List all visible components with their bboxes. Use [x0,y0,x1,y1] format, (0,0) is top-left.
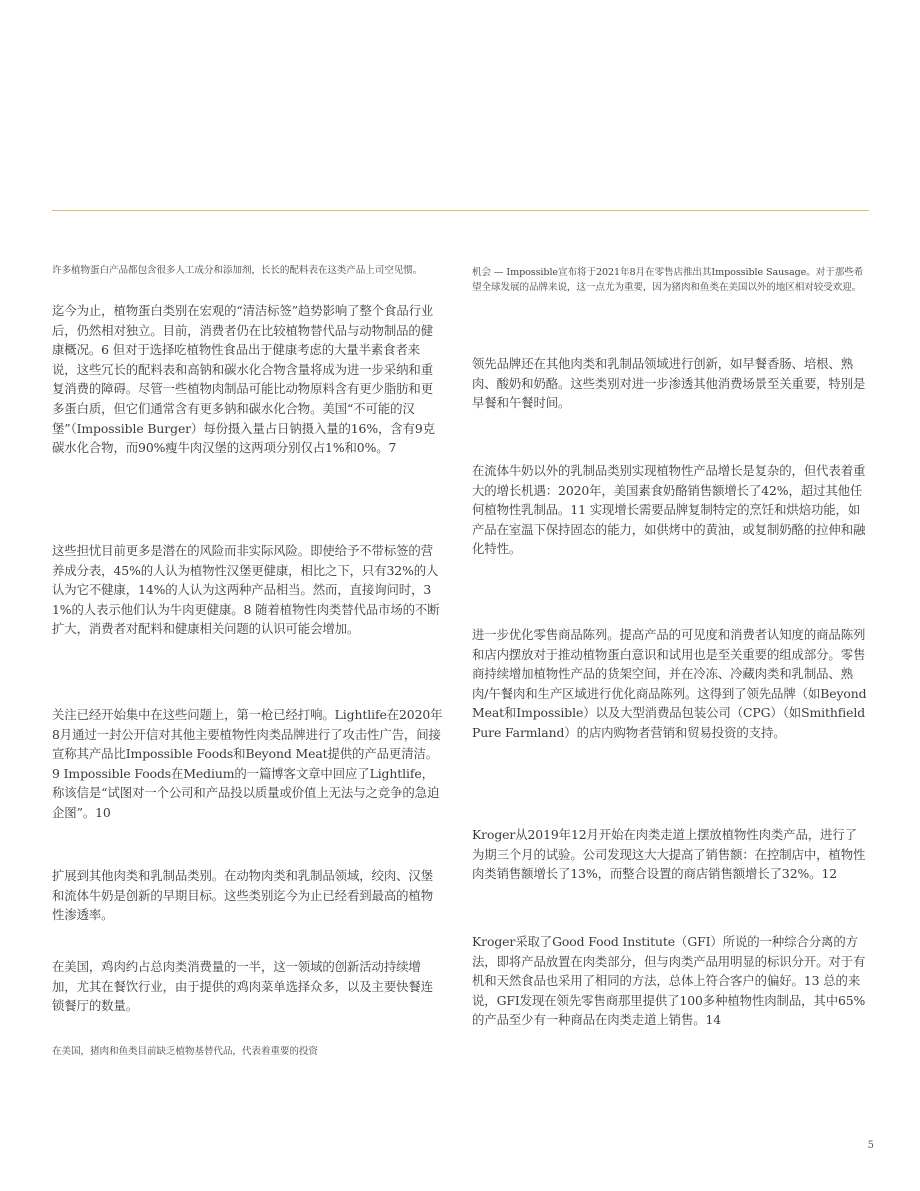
paragraph-lightlife-letter: 关注已经开始集中在这些问题上，第一枪已经打响。Lightlife在2020年8月通过一封公开信对其他主要植物性肉类品牌进行了攻击性广告，间接宣称其产品比Impossible Foods和Beyond Meat提供的产品更清洁。9 Impossible Foods在Medium的一篇博客文章中回应了Lightlife，称该信是“试图对一个公司和产品投以质量或价值上无法与之竞争的急迫企图”。10 [52,707,443,820]
paragraph-dairy-growth: 在流体牛奶以外的乳制品类别实现植物性产品增长是复杂的，但代表着重大的增长机遇：2020年，美国素食奶酪销售额增长了42%，超过其他任何植物性乳制品。11 实现增长需要品牌复制特定的烹饪和烘焙功能，如产品在室温下保持固态的能力，如供烤中的黄油，或复制奶酪的拉伸和融化特性。 [472,463,866,557]
page-number: 5 [867,1140,874,1151]
paragraph-retail-merchandising: 进一步优化零售商品陈列。提高产品的可见度和消费者认知度的商品陈列和店内摆放对于推动植物蛋白意识和试用也是至关重要的组成部分。零售商持续增加植物性产品的货架空间，并在冷冻、冷藏肉类和乳制品、熟肉/午餐肉和生产区域进行优化商品陈列。这得到了领先品牌（如Beyond Meat和Impossible）以及大型消费品包装公司（CPG）（如Smithfield Pure Farmland）的店内购物者营销和贸易投资的支持。 [472,627,867,740]
paragraph-health-perception: 这些担忧目前更多是潜在的风险而非实际风险。即使给予不带标签的营养成分表，45%的人认为植物性汉堡更健康，相比之下，只有32%的人认为它不健康，14%的人认为这两种产品相当。然而，直接询问时，31%的人表示他们认为牛肉更健康。8 随着植物性肉类替代品市场的不断扩大，消费者对配料和健康相关问题的认识可能会增加。 [52,543,440,637]
intro-note: 许多植物蛋白产品都包含很多人工成分和添加剂，长长的配料表在这类产品上司空见惯。 [52,265,423,276]
paragraph-kroger-gfi: Kroger采取了Good Food Institute（GFI）所说的一种综合分离的方法，即将产品放置在肉类部分，但与肉类产品用明显的标识分开。对于有机和天然食品也采用了相同的方法，总体上符合客户的偏好。13 总的来说，GFI发现在领先零售商那里提供了100多种植物性肉制品，其中65%的产品至少有一种商品在肉类走道上销售。14 [472,934,866,1028]
paragraph-other-categories: 领先品牌还在其他肉类和乳制品领域进行创新，如早餐香肠、培根、熟肉、酸奶和奶酪。这些类别对进一步渗透其他消费场景至关重要，特别是早餐和午餐时间。 [472,356,866,411]
paragraph-clean-label: 迄今为止，植物蛋白类别在宏观的“清洁标签”趋势影响了整个食品行业后，仍然相对独立。目前，消费者仍在比较植物替代品与动物制品的健康概况。6 但对于选择吃植物性食品出于健康考虑的大量半素食者来说，这些冗长的配料表和高钠和碳水化合物含量将成为进一步采纳和重复消费的障碍。尽管一些植物肉制品可能比动物原料含有更少脂肪和更多蛋白质，但它们通常含有更多钠和碳水化合物。美国“不可能的汉堡”（Impossible Burger）每份摄入量占日钠摄入量的16%，含有9克碳水化合物，而90%瘦牛肉汉堡的这两项分别仅占1%和0%。7 [52,303,435,456]
note-impossible-sausage: 机会 — Impossible宣布将于2021年8月在零售店推出其Impossible Sausage。对于那些希望全球发展的品牌来说，这一点尤为重要，因为猪肉和鱼类在美国以外的地区相对较受欢迎。 [472,267,864,293]
paragraph-chicken: 在美国，鸡肉约占总肉类消费量的一半，这一领域的创新活动持续增加，尤其在餐饮行业，由于提供的鸡肉菜单选择众多，以及主要快餐连锁餐厅的数量。 [52,959,434,1014]
header-divider [52,210,869,211]
paragraph-expand-categories: 扩展到其他肉类和乳制品类别。在动物肉类和乳制品领域，绞肉、汉堡和流体牛奶是创新的早期目标。这些类别迄今为止已经看到最高的植物性渗透率。 [52,868,434,923]
note-pork-fish: 在美国，猪肉和鱼类目前缺乏植物基替代品，代表着重要的投资 [52,1046,318,1057]
paragraph-kroger-trial: Kroger从2019年12月开始在肉类走道上摆放植物性肉类产品，进行了为期三个月的试验。公司发现这大大提高了销售额：在控制店中，植物性肉类销售额增长了13%，而整合设置的商店销售额增长了32%。12 [472,827,866,882]
